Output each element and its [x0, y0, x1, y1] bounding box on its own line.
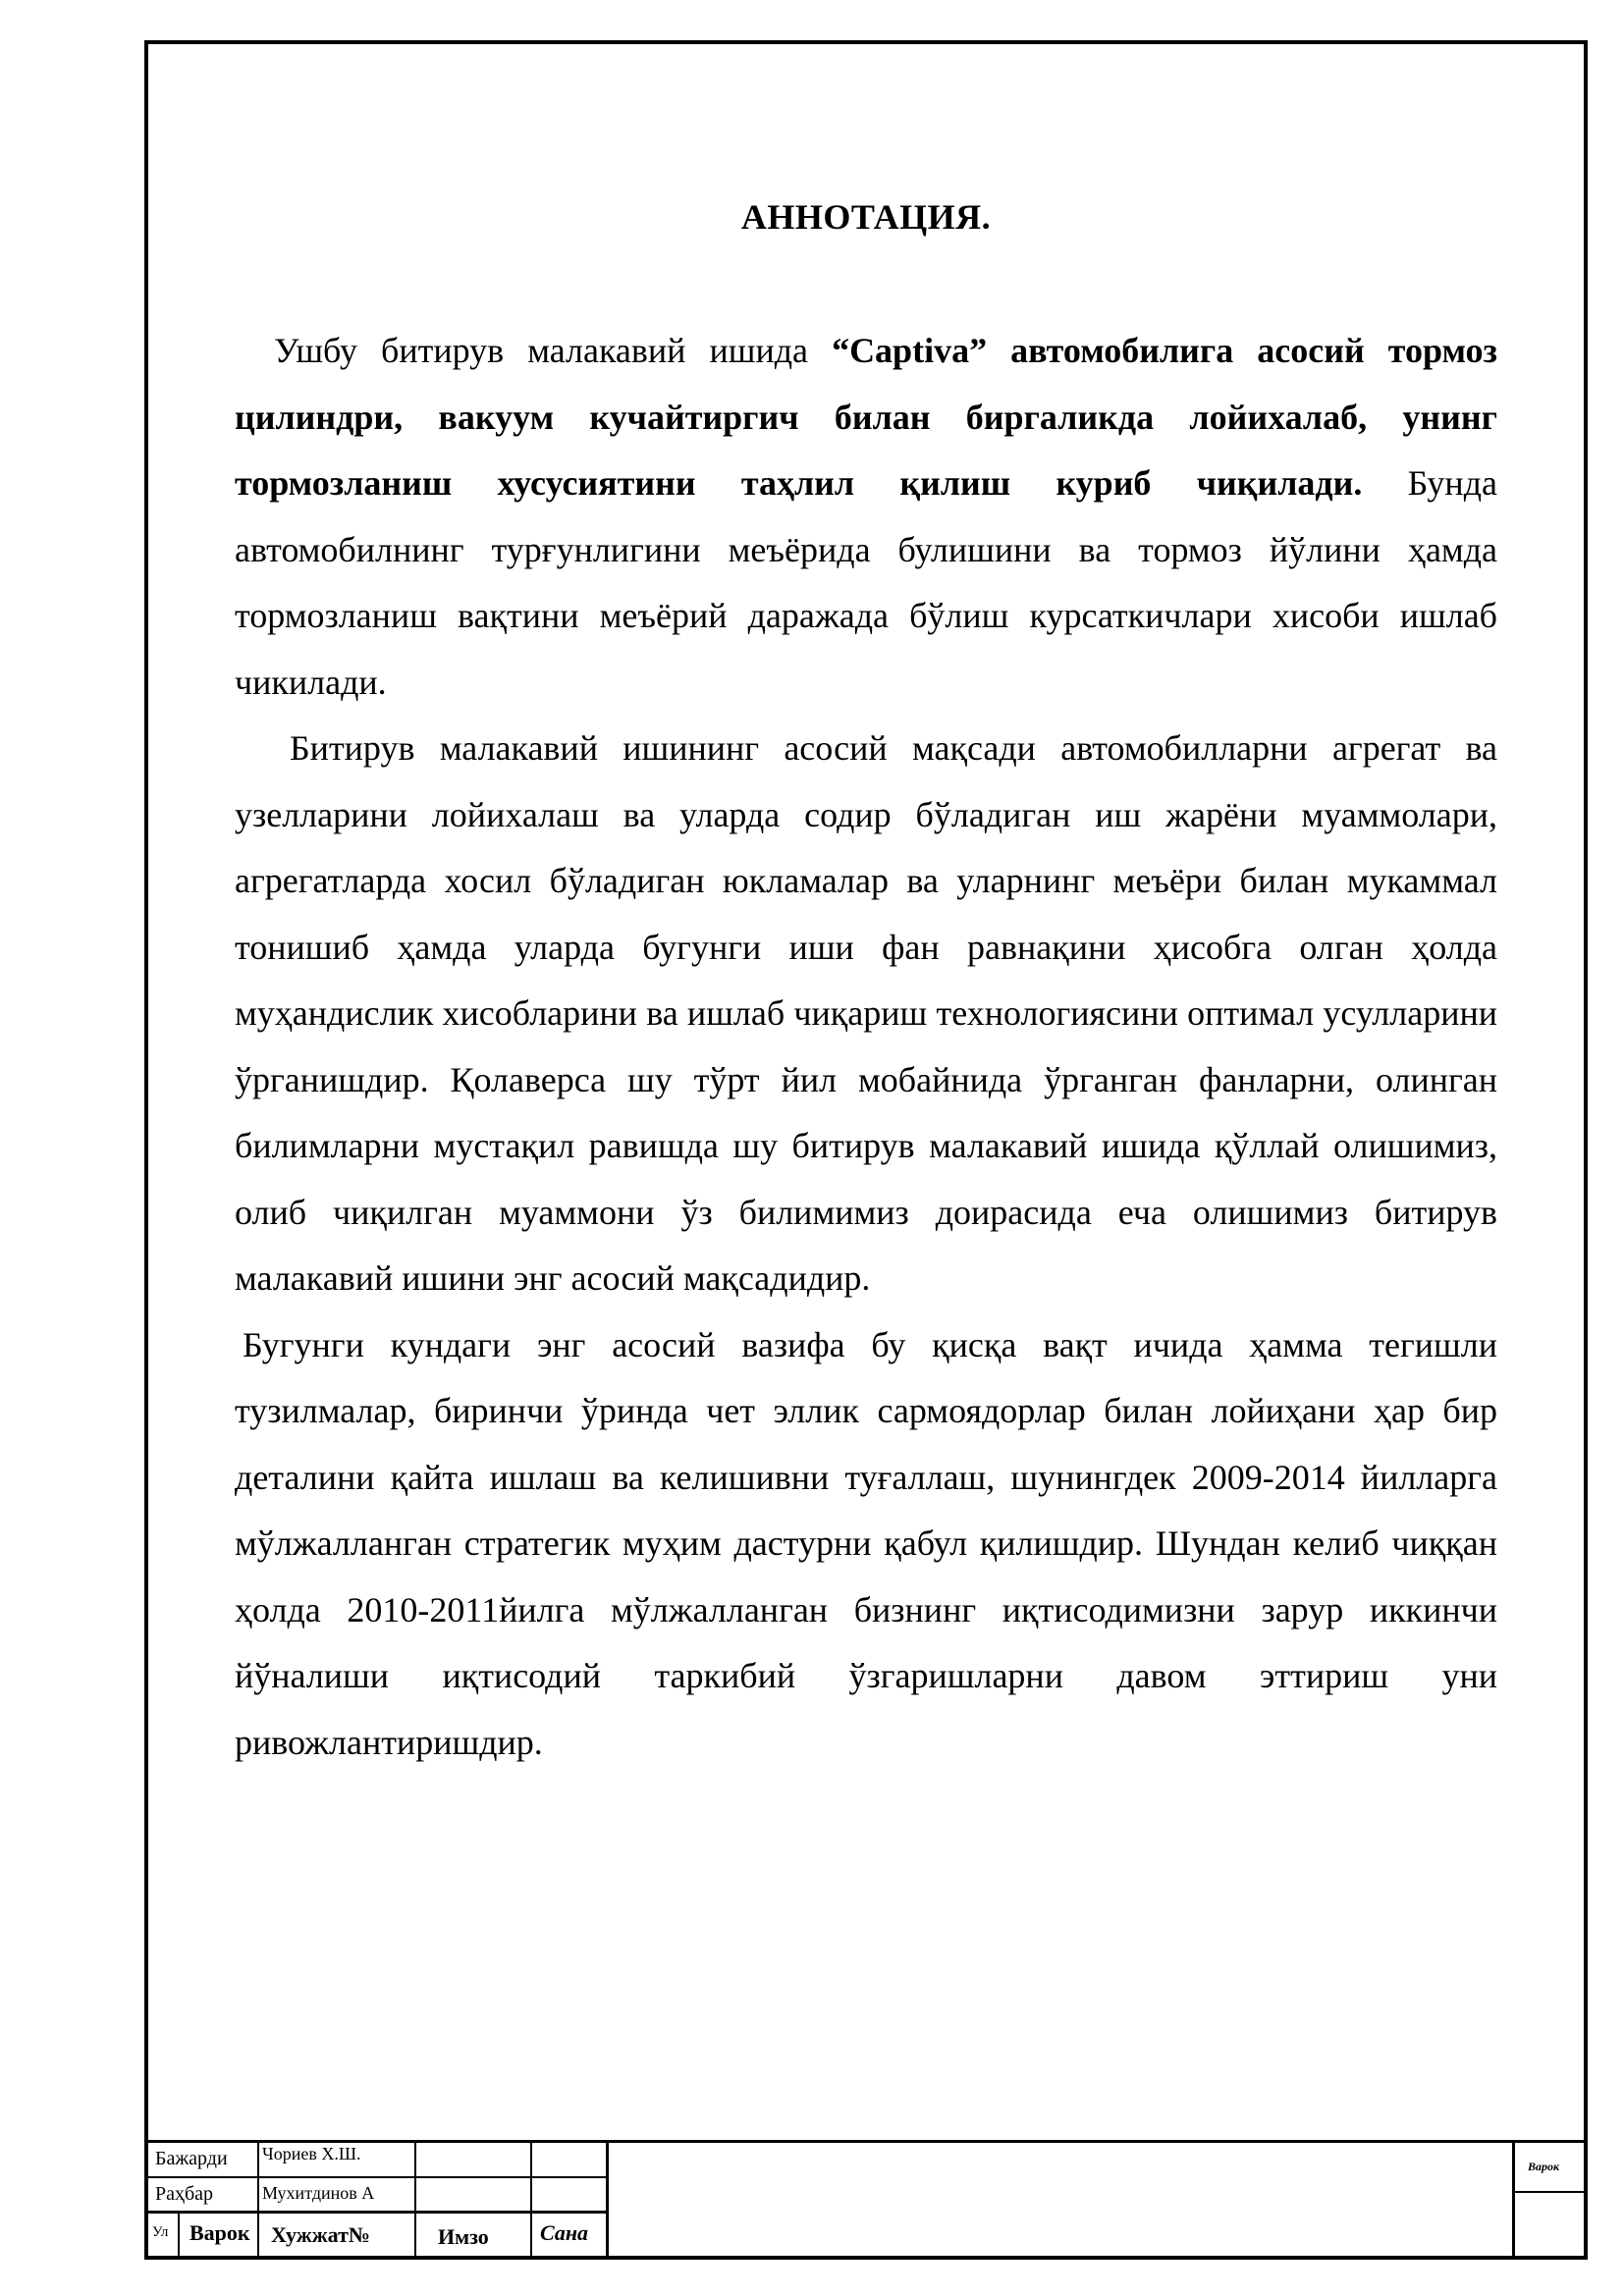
stamp-sheet-label: Варок — [1528, 2160, 1560, 2173]
paragraph-2: Битирув малакавий ишининг асосий мақсади автомобилларни агрегат ва узелларини лойихалаш ва уларда содир бўладиган иш жарёни муаммолари, агрегатларда хосил бўладиган юкламалар ва уларнинг меъёри билан мукаммал тонишиб ҳамда уларда бугунги иши фан равнақини ҳисобга олган ҳолда муҳандислик хисобларини ва ишлаб чиқариш технологиясини оптимал усулларини ўрганишдир. Қолаверса шу тўрт йил мобайнида ўрганган фанларни, олинган билимларни мустақил равишда шу битирув малакавий ишида қўллай олишимиз, олиб чиқилган муаммони ўз билимимиз доирасида еча олишимиз битирув малакавий ишини энг асосий мақсадидир. — [235, 728, 1497, 1298]
stamp-col-doc: Хужжат№ — [271, 2222, 371, 2247]
stamp-row1-label: Бажарди — [155, 2148, 228, 2169]
stamp-row1-name: Чориев Х.Ш. — [262, 2144, 361, 2163]
paragraph-1-tail: Бунда автомобилнинг турғунлигини меъёрида булишини ва тормоз йўлини ҳамда тормозланиш вақтини меъёрий даражада бўлиш курсаткичлари хисоби ишлаб чикилади. — [235, 463, 1497, 702]
stamp-row1-line — [144, 2176, 606, 2178]
stamp-col-varoq: Варок — [189, 2220, 250, 2245]
stamp-vline-4 — [606, 2140, 609, 2260]
stamp-row2-line — [144, 2211, 606, 2214]
stamp-col-sign: Имзо — [438, 2224, 489, 2249]
document-body — [235, 318, 1497, 1776]
stamp-sheet-line — [1512, 2191, 1588, 2193]
stamp-top-line — [144, 2140, 1588, 2143]
paragraph-1 — [235, 318, 1497, 716]
paragraph-1-lead: Ушбу битирув малакавий ишида — [274, 331, 833, 370]
paragraph-3: Бугунги кундаги энг асосий вазифа бу қисқа вақт ичида ҳамма тегишли тузилмалар, биринчи ўринда чет эллик сармоядорлар билан лойиҳани ҳар бир деталини қайта ишлаш ва келишивни туғаллаш, шунингдек 2009-2014 йилларга мўлжалланган стратегик муҳим дастурни қабул қилишдир. Шундан келиб чиққан ҳолда 2010-2011йилга мўлжалланган бизнинг иқтисодимизни зарур иккинчи йўналиши иқтисодий таркибий ўзгаришларни давом эттириш уни ривожлантиришдир. — [235, 1324, 1497, 1762]
stamp-vline-5 — [1512, 2140, 1515, 2260]
stamp-vline-2 — [414, 2140, 416, 2260]
stamp-vline-3 — [530, 2140, 532, 2260]
stamp-col-date: Сана — [540, 2220, 589, 2245]
stamp-vline-1 — [257, 2140, 259, 2260]
stamp-row2-label: Раҳбар — [155, 2183, 214, 2205]
paragraph-1-bold: “Captiva” автомобилига асосий тормоз цилиндри, вакуум кучайтиргич билан биргаликда лойихалаб, унинг тормозланиш хусусиятини таҳлил қилиш куриб чиқилади. — [235, 331, 1497, 503]
stamp-vline-ul — [178, 2211, 180, 2260]
stamp-col-ul: Ул — [152, 2224, 169, 2240]
document-title: АННОТАЦИЯ. — [740, 197, 992, 237]
stamp-row2-name: Мухитдинов А — [262, 2183, 375, 2203]
